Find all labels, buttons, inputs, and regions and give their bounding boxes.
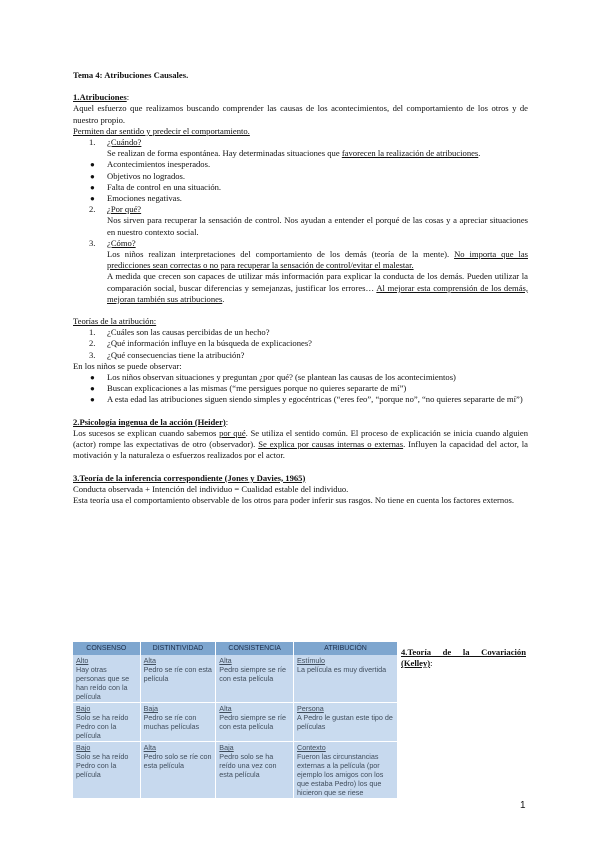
section3-text: Esta teoría usa el comportamiento observable de los otros para poder inferir sus rasgos. No tiene en cuenta los factores externos.	[73, 494, 515, 505]
column-header: DISTINTIVIDAD	[140, 642, 216, 655]
question-why: 2. ¿Por qué?	[89, 204, 142, 215]
table-cell: Contexto Fueron las circunstancias externas a la película (por ejemplo los amigos con los que estaba Pedro) los que hicieron que se riese	[294, 742, 398, 799]
theories-heading: Teorías de la atribución:	[73, 316, 157, 327]
table-cell: Alta Pedro solo se ríe con esta película	[140, 742, 216, 799]
children-intro: En los niños se puede observar:	[73, 360, 182, 371]
table-cell: Baja Pedro se ríe con muchas películas	[140, 703, 216, 742]
table-cell: Bajo Solo se ha reído Pedro con la película	[73, 742, 140, 799]
section1-heading: 1.Atribuciones:	[73, 92, 130, 103]
column-header: CONSISTENCIA	[216, 642, 294, 655]
triggers-list	[73, 159, 528, 204]
list-item: ● A esta edad las atribuciones siguen siendo simples y egocéntricas (“eres feo”, “porque no”, “no quieres separarte de mí”)	[90, 394, 523, 405]
column-header: CONSENSO	[73, 642, 140, 655]
theories-list	[73, 327, 528, 361]
table-cell: Baja Pedro solo se ha reído una vez con esta película	[216, 742, 294, 799]
table-row	[73, 742, 398, 799]
list-item: ● Emociones negativas.	[90, 193, 182, 204]
table-cell: Estímulo La película es muy divertida	[294, 655, 398, 703]
list-item: ● Falta de control en una situación.	[90, 181, 222, 192]
question-how-text2: A medida que crecen son capaces de utilizar más información para explicar la conducta de los demás. Pueden utilizar la comparación social, buscar diferencias y semejanzas, justificar los errores… Al mejorar esta comprensión de los demás, mejoran también sus atribuciones.	[107, 271, 529, 304]
page-title: Tema 4: Atribuciones Causales.	[73, 70, 189, 80]
table-cell: Persona A Pedro le gustan este tipo de películas	[294, 703, 398, 742]
section4-heading: 4.Teoría de la Covariación (Kelley):	[401, 647, 526, 669]
document-body	[73, 70, 528, 506]
table-cell: Bajo Solo se ha reído Pedro con la película	[73, 703, 140, 742]
question-when-text: Se realizan de forma espontánea. Hay determinadas situaciones que favorecen la realización de atribuciones.	[107, 148, 481, 159]
list-item: ● Objetivos no logrados.	[90, 170, 186, 181]
section2-heading: 2.Psicología ingenua de la acción (Heider):	[73, 416, 229, 427]
table-cell: Alta Pedro siempre se ríe con esta película	[216, 703, 294, 742]
question-how-text: Los niños realizan interpretaciones del comportamiento de los demás (teoría de la mente). No importa que las predicciones sean correctas o no para recuperar la sensación de control/evitar el malestar.	[107, 249, 528, 271]
table-cell: Alto Hay otras personas que se han reído con la película	[73, 655, 140, 703]
list-item: ● Buscan explicaciones a las mismas (“me persigues porque no quieres separarte de mí”)	[90, 383, 407, 394]
section3-heading: 3.Teoría de la inferencia correspondiente (Jones y Davies, 1965)	[73, 472, 306, 483]
section1-purpose: Permiten dar sentido y predecir el comportamiento.	[73, 125, 250, 136]
list-item: ● Los niños observan situaciones y preguntan ¿por qué? (se plantean las causas de los acontecimientos)	[90, 372, 456, 383]
column-header: ATRIBUCIÓN	[294, 642, 398, 655]
section2-text: Los sucesos se explican cuando sabemos por qué. Se utiliza el sentido común. El proceso de explicación se inicia cuando alguien (actor) rompe las expectativas de otro (observador). Se explica por causas internas o externas. Influyen la capacidad del actor, la motivación y la naturaleza o esfuerzos realizados por el actor.	[73, 427, 529, 461]
table-row	[73, 703, 398, 742]
list-item: 2. ¿Qué información influye en la búsqueda de explicaciones?	[89, 338, 312, 349]
table-cell: Alta Pedro siempre se ríe con esta película	[216, 655, 294, 703]
list-item: 1. ¿Cuáles son las causas percibidas de un hecho?	[89, 327, 270, 338]
section1-intro: Aquel esfuerzo que realizamos buscando comprender las causas de los acontecimientos, del comportamiento de los otros y de nuestro propio.	[73, 103, 528, 125]
question-how: 3. ¿Cómo?	[89, 237, 136, 248]
question-when: 1. ¿Cuándo?	[89, 137, 142, 148]
covariation-table	[73, 642, 398, 799]
children-list	[73, 372, 528, 406]
table-cell: Alta Pedro se ríe con esta película	[140, 655, 216, 703]
table-row	[73, 655, 398, 703]
question-why-text: Nos sirven para recuperar la sensación de control. Nos ayudan a entender el porqué de las cosas y a apreciar situaciones en nuestro contexto social.	[107, 215, 528, 237]
list-item: 3. ¿Qué consecuencias tiene la atribución?	[89, 349, 245, 360]
section3-formula: Conducta observada + Intención del individuo = Cualidad estable del individuo.	[73, 483, 349, 494]
list-item: ● Acontecimientos inesperados.	[90, 159, 211, 170]
page-number: 1	[520, 800, 526, 811]
table-header-row	[73, 642, 398, 655]
